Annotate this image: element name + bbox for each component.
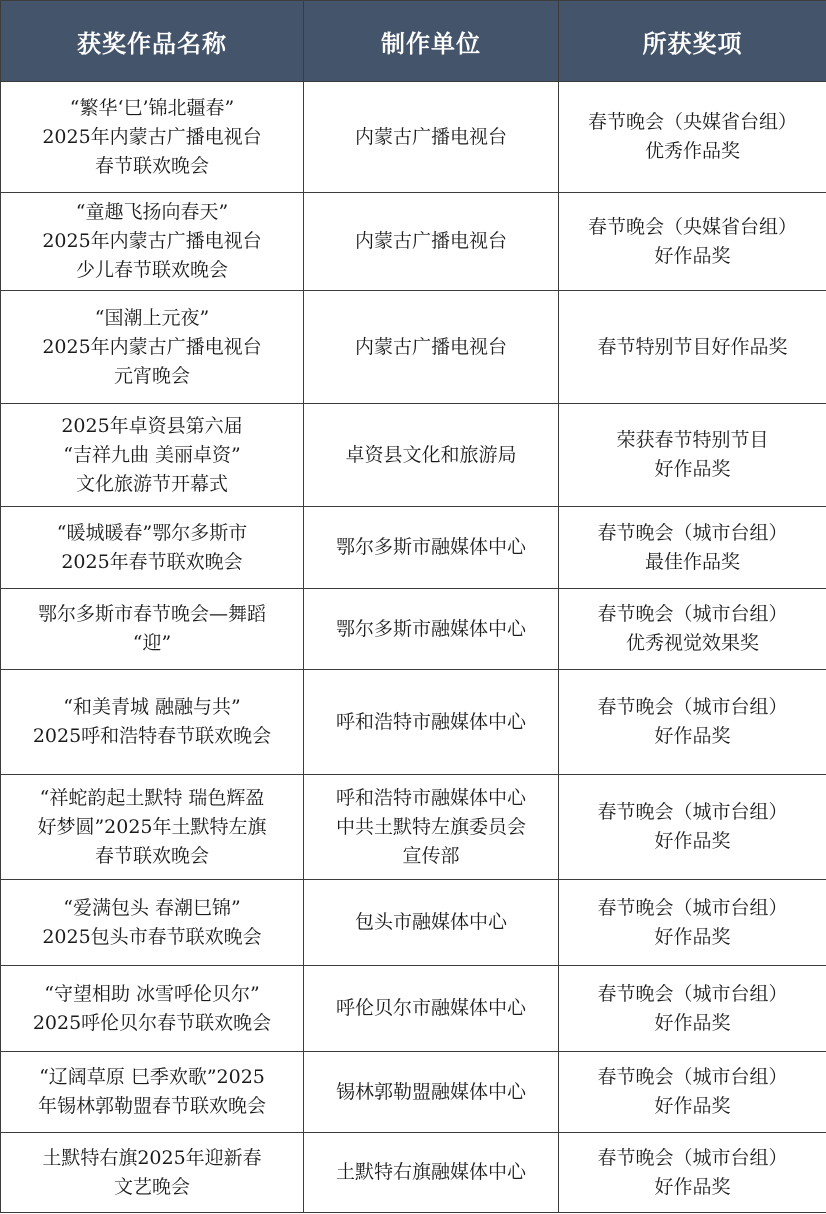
cell-producer: 锡林郭勒盟融媒体中心	[304, 1052, 559, 1133]
header-producer: 制作单位	[304, 1, 559, 82]
cell-producer: 鄂尔多斯市融媒体中心	[304, 589, 559, 670]
cell-award: 春节晚会（央媒省台组） 优秀作品奖	[559, 82, 826, 193]
cell-producer: 内蒙古广播电视台	[304, 82, 559, 193]
cell-award: 春节晚会（城市台组） 好作品奖	[559, 1133, 826, 1213]
table-row	[1, 775, 826, 880]
header-row	[1, 1, 826, 82]
table-row	[1, 1133, 826, 1213]
table-header	[1, 1, 826, 82]
table-row	[1, 1052, 826, 1133]
cell-work-title: “国潮上元夜” 2025年内蒙古广播电视台 元宵晚会	[1, 291, 304, 404]
table-row	[1, 404, 826, 507]
cell-work-title: “守望相助 冰雪呼伦贝尔” 2025呼伦贝尔春节联欢晚会	[1, 966, 304, 1052]
cell-producer: 内蒙古广播电视台	[304, 291, 559, 404]
cell-work-title: “祥蛇韵起土默特 瑞色辉盈 好梦圆”2025年土默特左旗 春节联欢晚会	[1, 775, 304, 880]
cell-award: 春节晚会（城市台组） 好作品奖	[559, 775, 826, 880]
header-work-title: 获奖作品名称	[1, 1, 304, 82]
cell-work-title: “暖城暖春”鄂尔多斯市 2025年春节联欢晚会	[1, 507, 304, 589]
header-award: 所获奖项	[559, 1, 826, 82]
table-row	[1, 880, 826, 966]
cell-award: 春节晚会（城市台组） 好作品奖	[559, 880, 826, 966]
table-row	[1, 193, 826, 291]
cell-work-title: 土默特右旗2025年迎新春 文艺晚会	[1, 1133, 304, 1213]
cell-work-title: “童趣飞扬向春天” 2025年内蒙古广播电视台 少儿春节联欢晚会	[1, 193, 304, 291]
table-row	[1, 589, 826, 670]
table-row	[1, 670, 826, 775]
cell-producer: 呼和浩特市融媒体中心 中共土默特左旗委员会 宣传部	[304, 775, 559, 880]
cell-work-title: “和美青城 融融与共” 2025呼和浩特春节联欢晚会	[1, 670, 304, 775]
cell-work-title: “辽阔草原 巳季欢歌”2025 年锡林郭勒盟春节联欢晚会	[1, 1052, 304, 1133]
cell-work-title: 2025年卓资县第六届 “吉祥九曲 美丽卓资” 文化旅游节开幕式	[1, 404, 304, 507]
cell-award: 春节晚会（城市台组） 好作品奖	[559, 670, 826, 775]
cell-producer: 呼和浩特市融媒体中心	[304, 670, 559, 775]
cell-producer: 内蒙古广播电视台	[304, 193, 559, 291]
table-row	[1, 82, 826, 193]
cell-award: 荣获春节特别节目 好作品奖	[559, 404, 826, 507]
cell-producer: 土默特右旗融媒体中心	[304, 1133, 559, 1213]
cell-producer: 卓资县文化和旅游局	[304, 404, 559, 507]
cell-award: 春节特别节目好作品奖	[559, 291, 826, 404]
cell-award: 春节晚会（城市台组） 最佳作品奖	[559, 507, 826, 589]
cell-award: 春节晚会（央媒省台组） 好作品奖	[559, 193, 826, 291]
cell-work-title: “爱满包头 春潮巳锦” 2025包头市春节联欢晚会	[1, 880, 304, 966]
cell-producer: 包头市融媒体中心	[304, 880, 559, 966]
table-row	[1, 966, 826, 1052]
table-row	[1, 507, 826, 589]
cell-award: 春节晚会（城市台组） 好作品奖	[559, 1052, 826, 1133]
cell-work-title: 鄂尔多斯市春节晚会—舞蹈 “迎”	[1, 589, 304, 670]
cell-producer: 鄂尔多斯市融媒体中心	[304, 507, 559, 589]
cell-award: 春节晚会（城市台组） 优秀视觉效果奖	[559, 589, 826, 670]
table-row	[1, 291, 826, 404]
cell-award: 春节晚会（城市台组） 好作品奖	[559, 966, 826, 1052]
cell-work-title: “繁华‘巳’锦北疆春” 2025年内蒙古广播电视台 春节联欢晚会	[1, 82, 304, 193]
table-body	[1, 82, 826, 1213]
cell-producer: 呼伦贝尔市融媒体中心	[304, 966, 559, 1052]
